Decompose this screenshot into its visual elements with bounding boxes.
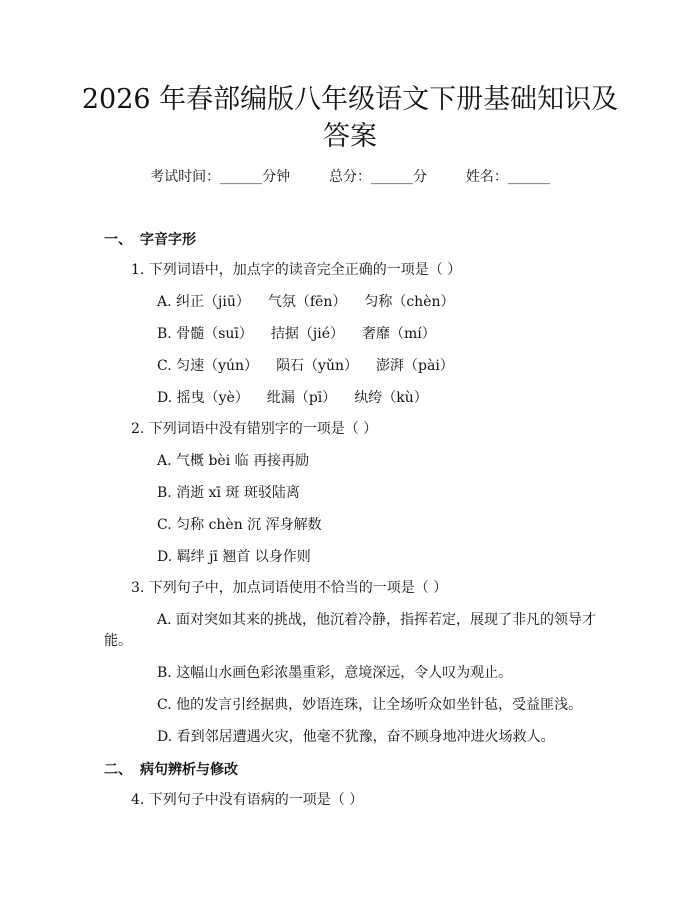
exam-info-line bbox=[0, 166, 700, 188]
question-option: D. 羁绊 jī 翘首 以身作则 bbox=[157, 549, 311, 565]
section-number: 一、 bbox=[104, 232, 132, 248]
student-name-field: 姓名：______ bbox=[465, 169, 550, 185]
question-stem: 1. 下列词语中，加点字的读音完全正确的一项是（ ） bbox=[131, 262, 462, 278]
question-option: C. 他的发言引经据典，妙语连珠，让全场听众如坐针毡，受益匪浅。 bbox=[157, 697, 583, 713]
section-number: 二、 bbox=[104, 762, 132, 778]
question-stem: 4. 下列句子中没有语病的一项是（ ） bbox=[131, 792, 364, 808]
question-option-continued: 能。 bbox=[104, 633, 132, 649]
question-option: C. 匀速（yún） 陨石（yǔn） 澎湃（pài） bbox=[157, 358, 454, 374]
question-option: A. 气概 bèi 临 再接再励 bbox=[157, 453, 310, 469]
section-heading bbox=[104, 759, 238, 781]
total-score-field: 总分：______分 bbox=[329, 169, 427, 185]
exam-time-field: 考试时间：______分钟 bbox=[150, 169, 291, 185]
question-option: B. 消逝 xī 斑 斑驳陆离 bbox=[157, 485, 300, 501]
question-option: A. 纠正（jiū） 气氛（fēn） 匀称（chèn） bbox=[157, 294, 455, 310]
question-option: C. 匀称 chèn 沉 浑身解数 bbox=[157, 517, 322, 533]
section-title: 字音字形 bbox=[140, 232, 196, 248]
page-title: 2026 年春部编版八年级语文下册基础知识及 bbox=[81, 84, 619, 115]
section-heading bbox=[104, 229, 196, 251]
question-option: D. 看到邻居遭遇火灾，他毫不犹豫，奋不顾身地冲进火场救人。 bbox=[157, 729, 555, 745]
question-stem: 2. 下列词语中没有错别字的一项是（ ） bbox=[131, 421, 378, 437]
question-option: B. 这幅山水画色彩浓墨重彩，意境深远，令人叹为观止。 bbox=[157, 665, 513, 681]
question-option: D. 摇曳（yè） 纰漏（pī） 纨绔（kù） bbox=[157, 390, 428, 406]
page-title-continued: 答案 bbox=[323, 121, 377, 152]
question-option: A. 面对突如其来的挑战，他沉着冷静，指挥若定，展现了非凡的领导才 bbox=[157, 612, 597, 628]
question-stem: 3. 下列句子中，加点词语使用不恰当的一项是（ ） bbox=[131, 580, 448, 596]
section-title: 病句辨析与修改 bbox=[140, 762, 238, 778]
question-option: B. 骨髓（suī） 拮据（jié） 奢靡（mí） bbox=[157, 326, 436, 342]
